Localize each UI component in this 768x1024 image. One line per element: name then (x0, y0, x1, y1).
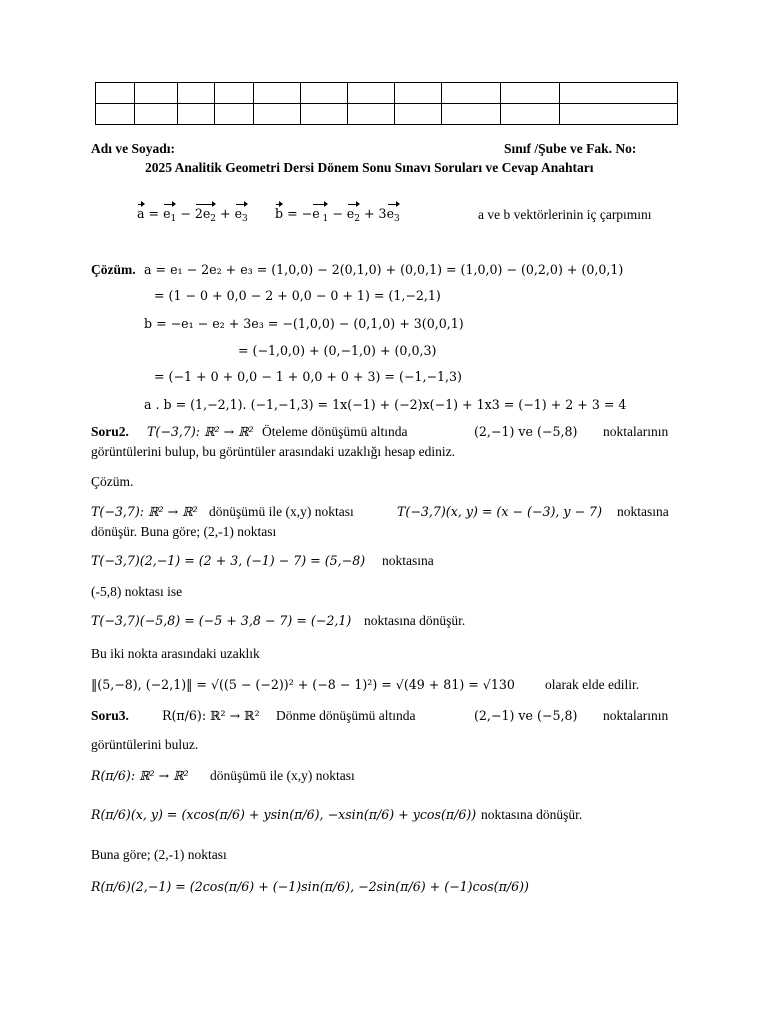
q3-s3: Buna göre; (2,-1) noktası (91, 847, 227, 862)
q2-s3-formula: T(−3,7)(2,−1) = (2 + 3, (−1) − 7) = (5,−8) (91, 553, 366, 568)
q1-a-definition: $a = e_1 - 2e_2 + e_3$ (137, 205, 248, 228)
q3-points: (2,−1) ve (−5,8) (474, 708, 578, 723)
q3-label: Soru3. (91, 708, 129, 723)
q2-s1-end: noktasına (617, 504, 669, 519)
q1-line-6: a . b = (1,−2,1). (−1,−1,3) = 1x(−1) + (−2)x(−1) + 1x3 = (−1) + 2 + 3 = 4 (144, 397, 627, 412)
q2-points: (2,−1) ve (−5,8) (474, 424, 578, 439)
q1-b-definition: b = −e $_1 - e_2 + 3e_3$ (275, 205, 400, 228)
q3-s2-end: noktasına dönüşür. (481, 807, 583, 822)
q2-s7-end: olarak elde edilir. (545, 677, 640, 692)
q2-s5-end: noktasına dönüşür. (364, 613, 466, 628)
q1-line-1: a = e₁ − 2e₂ + e₃ = (1,0,0) − 2(0,1,0) + (0,0,1) = (1,0,0) − (0,2,0) + (0,0,1) (144, 262, 624, 277)
q2-s1-text: dönüşümü ile (x,y) noktası (209, 504, 354, 519)
q2-s1-formula: T(−3,7)(x, y) = (x − (−3), y − 7) (397, 504, 602, 519)
q1-line-2: = (1 − 0 + 0,0 − 2 + 0,0 − 0 + 1) = (1,−2,1) (154, 288, 441, 303)
grade-table-row (96, 104, 678, 125)
q2-statement-a: Öteleme dönüşümü altında (262, 424, 408, 439)
q1-line-4: = (−1,0,0) + (0,−1,0) + (0,0,3) (238, 343, 437, 358)
q3-statement-a: Dönme dönüşümü altında (276, 708, 416, 723)
q1-solution-label: Çözüm. (91, 262, 136, 277)
q3-s2-formula: R(π/6)(x, y) = (xcos(π/6) + ysin(π/6), −xsin(π/6) + ycos(π/6)) (91, 807, 477, 822)
q2-s5-formula: T(−3,7)(−5,8) = (−5 + 3,8 − 7) = (−2,1) (91, 613, 352, 628)
q2-map: T(−3,7): ℝ² → ℝ² (147, 424, 254, 439)
q1-line-5: = (−1 + 0 + 0,0 − 1 + 0,0 + 0 + 3) = (−1,−1,3) (154, 369, 462, 384)
grade-table-row (96, 83, 678, 104)
name-label: Adı ve Soyadı: (91, 141, 176, 156)
q2-solution-label: Çözüm. (91, 474, 134, 489)
q2-s1-map: T(−3,7): ℝ² → ℝ² (91, 504, 198, 519)
q3-s4-formula: R(π/6)(2,−1) = (2cos(π/6) + (−1)sin(π/6), −2sin(π/6) + (−1)cos(π/6)) (91, 879, 529, 894)
q3-statement-c: görüntülerini buluz. (91, 737, 199, 752)
q2-s3-end: noktasına (382, 553, 434, 568)
q1-prompt: a ve b vektörlerinin iç çarpımını (478, 207, 652, 222)
q2-s7-formula: ‖(5,−8), (−2,1)‖ = √((5 − (−2))² + (−8 − 1)²) = √(49 + 81) = √130 (91, 677, 515, 692)
q2-s6: Bu iki nokta arasındaki uzaklık (91, 646, 260, 661)
page-title: 2025 Analitik Geometri Dersi Dönem Sonu Sınavı Soruları ve Cevap Anahtarı (145, 160, 594, 175)
q2-statement-c: görüntülerini bulup, bu görüntüler arasındaki uzaklığı hesap ediniz. (91, 444, 456, 459)
q2-s2: dönüşür. Buna göre; (2,-1) noktası (91, 524, 277, 539)
class-label: Sınıf /Şube ve Fak. No: (504, 141, 637, 156)
q3-s1-text: dönüşümü ile (x,y) noktası (210, 768, 355, 783)
q2-s4: (-5,8) noktası ise (91, 584, 183, 599)
q3-map: R(π/6): ℝ² → ℝ² (162, 708, 260, 723)
q2-label: Soru2. (91, 424, 129, 439)
q3-s1-map: R(π/6): ℝ² → ℝ² (91, 768, 189, 783)
q3-statement-b: noktalarının (603, 708, 669, 723)
grade-table (95, 82, 678, 125)
q2-statement-b: noktalarının (603, 424, 669, 439)
q1-line-3: b = −e₁ − e₂ + 3e₃ = −(1,0,0) − (0,1,0) + 3(0,0,1) (144, 316, 464, 331)
